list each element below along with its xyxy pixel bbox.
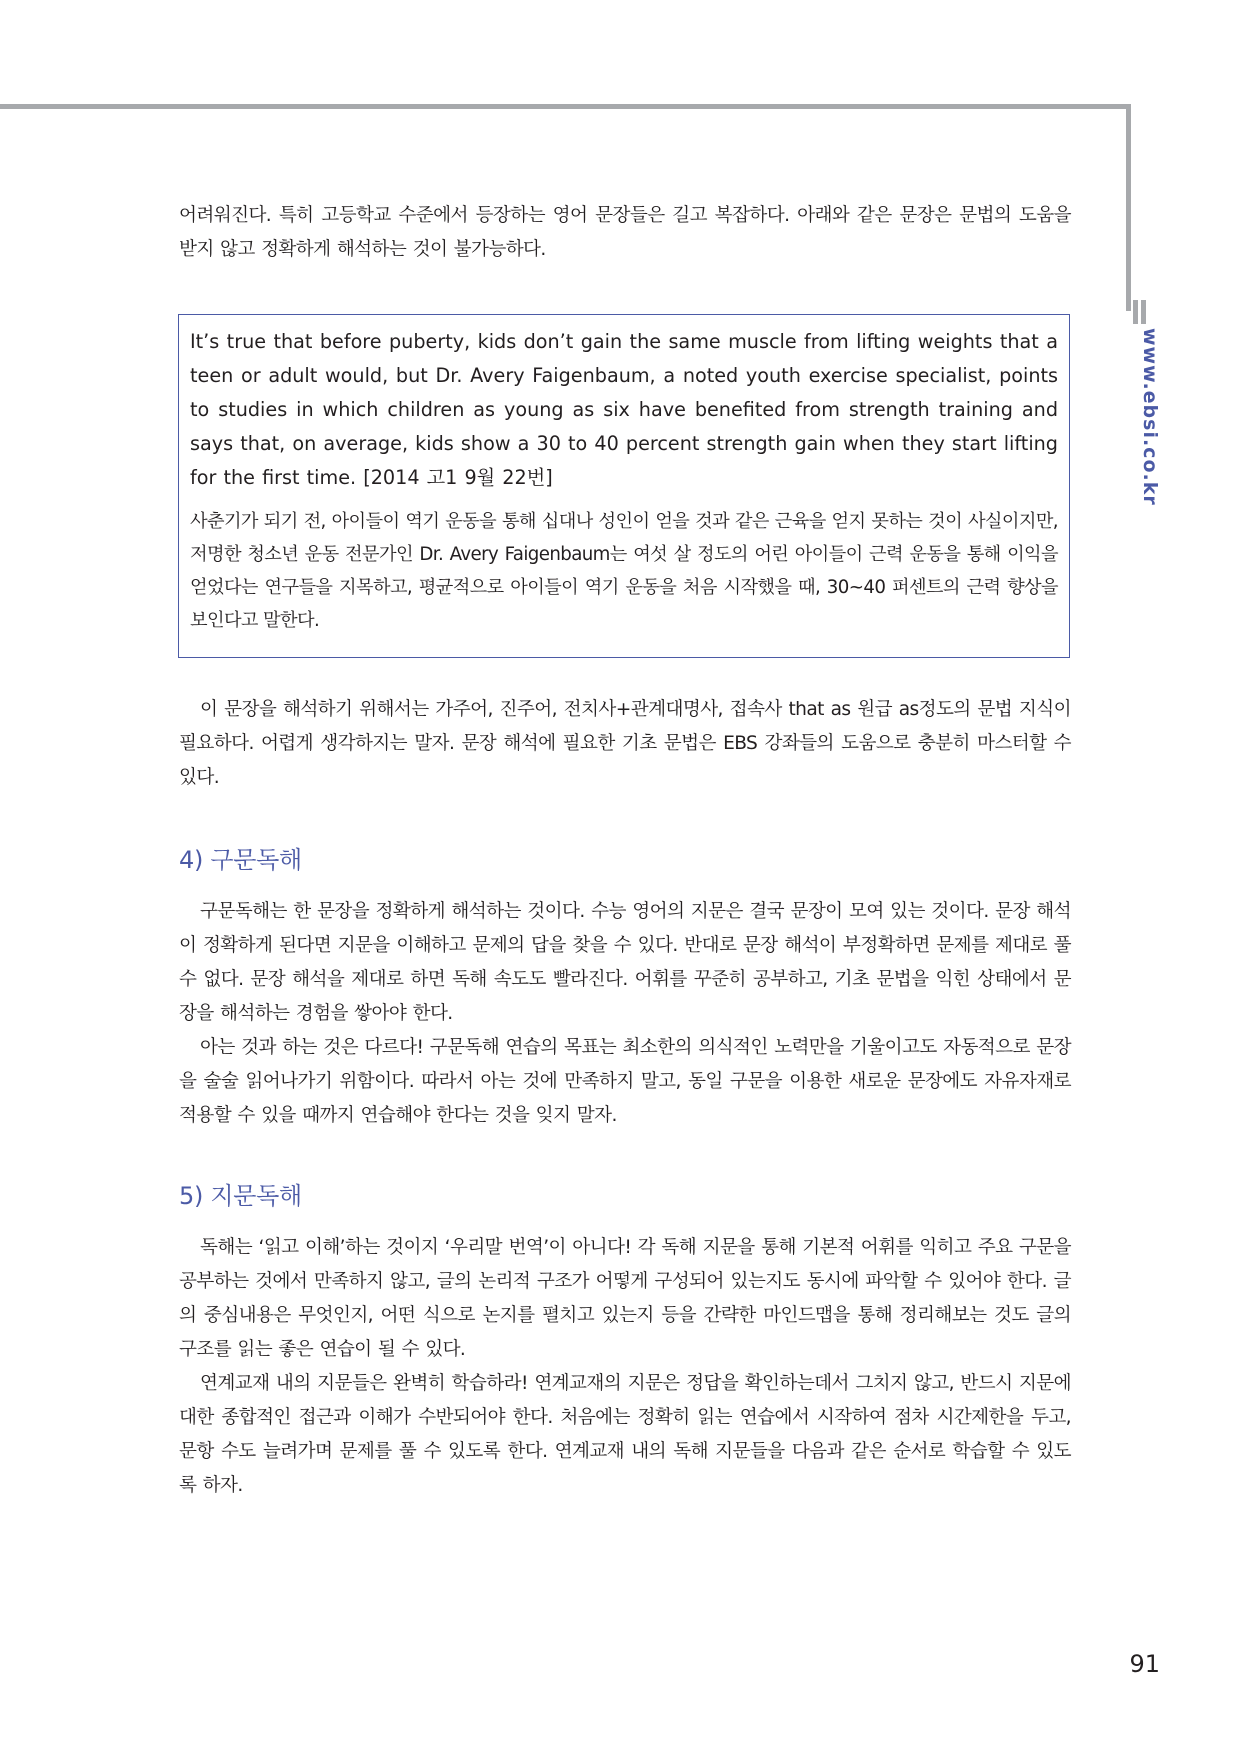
section-5-paragraph-2: 연계교재 내의 지문들은 완벽히 학습하라! 연계교재의 지문은 정답을 확인하는데서 그치지 않고, 반드시 지문에 대한 종합적인 접근과 이해가 수반되어야 한다. 처음에는 정확히 읽는 연습에서 시작하여 점차 시간제한을 두고, 문항 수도 늘려가며 문제를 풀 수 있도록 한다. 연계교재 내의 독해 지문들을 다음과 같은 순서로 학습할 수 있도록 하자. [179, 1373, 1071, 1496]
example-korean-translation: 사춘기가 되기 전, 아이들이 역기 운동을 통해 십대나 성인이 얻을 것과 같은 근육을 얻지 못하는 것이 사실이지만, 저명한 청소년 운동 전문가인 Dr. Avery Faigenbaum는 여섯 살 정도의 어린 아이들이 근력 운동을 통해 이익을 얻었다는 연구들을 지목하고, 평균적으로 아이들이 역기 운동을 처음 시작했을 때, 30~40 퍼센트의 근력 향상을 보인다고 말한다. [190, 511, 1058, 631]
after-example-block [179, 693, 1071, 795]
section-4-paragraph-1: 구문독해는 한 문장을 정확하게 해석하는 것이다. 수능 영어의 지문은 결국 문장이 모여 있는 것이다. 문장 해석이 정확하게 된다면 지문을 이해하고 문제의 답을 찾을 수 있다. 반대로 문장 해석이 부정확하면 문제를 제대로 풀 수 없다. 문장 해석을 제대로 하면 독해 속도도 빨라진다. 어휘를 꾸준히 공부하고, 기초 문법을 익힌 상태에서 문장을 해석하는 경험을 쌓아야 한다. [179, 901, 1071, 1024]
section-5-body [179, 1231, 1071, 1503]
section-5-paragraph-1: 독해는 ‘읽고 이해’하는 것이지 ‘우리말 번역’이 아니다! 각 독해 지문을 통해 기본적 어휘를 익히고 주요 구문을 공부하는 것에서 만족하지 않고, 글의 논리적 구조가 어떻게 구성되어 있는지도 동시에 파악할 수 있어야 한다. 글의 중심내용은 무엇인지, 어떤 식으로 논지를 펼치고 있는지 등을 간략한 마인드맵을 통해 정리해보는 것도 글의 구조를 읽는 좋은 연습이 될 수 있다. [179, 1237, 1071, 1360]
side-tab-url: www.ebsi.co.kr [1139, 328, 1161, 506]
example-sentence-box [178, 314, 1070, 658]
header-rule-vertical [1126, 104, 1131, 311]
side-tab-marker [1133, 300, 1159, 324]
intro-paragraph: 어려워진다. 특히 고등학교 수준에서 등장하는 영어 문장들은 길고 복잡하다. 아래와 같은 문장은 문법의 도움을 받지 않고 정확하게 해석하는 것이 불가능하다. [179, 205, 1071, 260]
grammar-note-paragraph: 이 문장을 해석하기 위해서는 가주어, 진주어, 전치사+관계대명사, 접속사 that as 원급 as정도의 문법 지식이 필요하다. 어렵게 생각하지는 말자. 문장 해석에 필요한 기초 문법은 EBS 강좌들의 도움으로 충분히 마스터할 수 있다. [179, 699, 1071, 788]
page-number: 91 [1129, 1650, 1160, 1678]
section-4-body [179, 895, 1071, 1133]
section-heading-5: 5) 지문독해 [179, 1182, 302, 1210]
section-4-paragraph-2: 아는 것과 하는 것은 다르다! 구문독해 연습의 목표는 최소한의 의식적인 노력만을 기울이고도 자동적으로 문장을 술술 읽어나가기 위함이다. 따라서 아는 것에 만족하지 말고, 동일 구문을 이용한 새로운 문장에도 자유자재로 적용할 수 있을 때까지 연습해야 한다는 것을 잊지 말자. [179, 1037, 1071, 1126]
example-english-text: It’s true that before puberty, kids don’t gain the same muscle from lifting weights that a teen or adult would, but Dr. Avery Faigenbaum, a noted youth exercise specialist, points to studies in which children as young as six have benefited from strength training and says that, on average, kids show a 30 to 40 percent strength gain when they start lifting for the first time. [2014 고1 9월 22번] [190, 330, 1058, 489]
header-rule-horizontal [0, 104, 1131, 109]
intro-paragraph-block [179, 199, 1071, 267]
section-heading-4: 4) 구문독해 [179, 846, 302, 874]
